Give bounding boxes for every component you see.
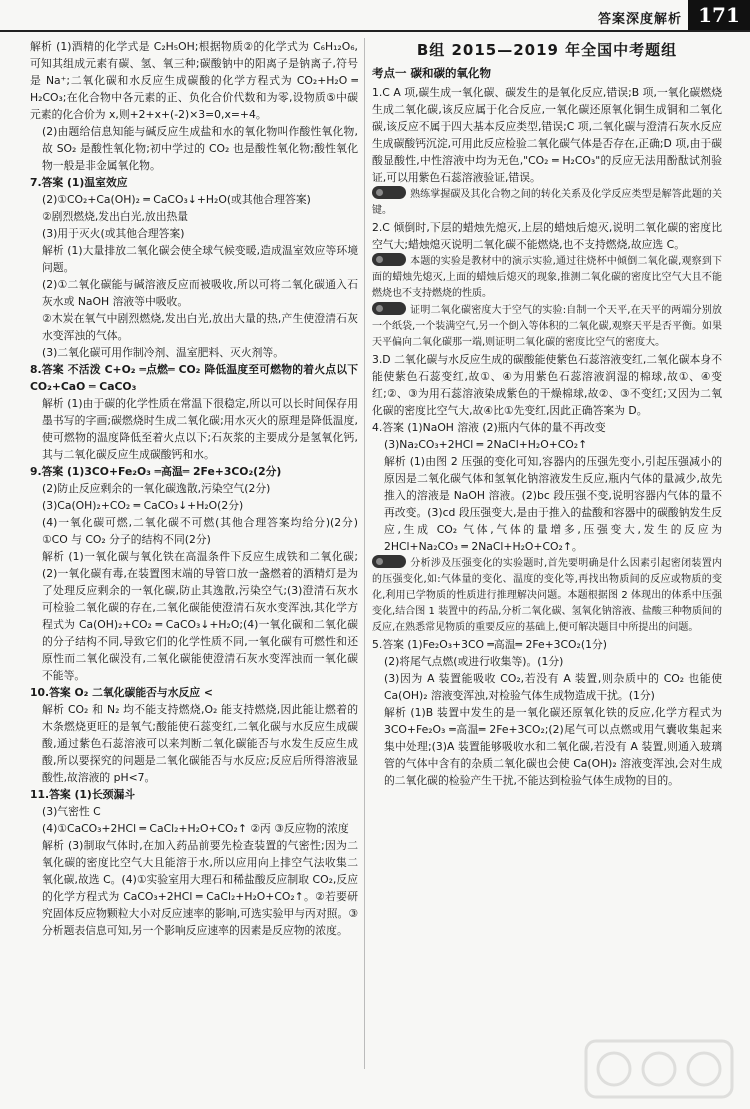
r-q4-note-text: 分析涉及压强变化的实验题时,首先要明确是什么因素引起密闭装置内的压强变化,如:气体量的变化、温度的变化等,再找出物质间的反应或物质的变化,利用已学物质的性质进行推理解决问题。本题根据图 2 体现出的体系中压强变化,结合图 1 装置中的药品,分析二氧化碳、氢氧化钠溶液、盐酸三种物质间的反应,在熟悉常见物质的重要反应的基础上,便可解决题目中所提出的问题。 <box>372 558 722 633</box>
q11-answer-3: (3)气密性 C <box>42 805 101 818</box>
r-q3: 3.D 二氧化碳与水反应生成的碳酸能使紫色石蕊溶液变红,二氧化碳本身不能使紫色石蕊变红,故①、④为用紫色石蕊溶液润湿的棉球,故①、④变红;②、③为用石蕊溶液染成紫色的干燥棉球,故②、③不变红;又因为二氧化碳的密度比空气大,故④比①先变红,因此正确答案为 D。 <box>372 353 722 417</box>
r-q2-note-text: 本题的实验是教材中的演示实验,通过往烧杯中倾倒二氧化碳,观察到下面的蜡烛先熄灭,上面的蜡烛后熄灭的现象,推测二氧化碳的密度比空气大且不能燃烧也不支持燃烧的性质。 <box>372 256 722 299</box>
r-q1-note-text: 熟练掌握碳及其化合物之间的转化关系及化学反应类型是解答此题的关键。 <box>372 189 722 216</box>
q10-analysis: 解析 CO₂ 和 N₂ 均不能支持燃烧,O₂ 能支持燃烧,因此能让燃着的木条燃烧更旺的是氧气;酸能使石蕊变红,二氧化碳与水反应生成碳酸,通过紫色石蕊溶液可以来判断二氧化碳能否与水发生反应生成酸,所以要探究的问题是二氧化碳能否与水反应;反应后所得溶液显酸性,故溶液的 pH<7。 <box>42 703 358 784</box>
point-title: 考点一 碳和碳的氧化物 <box>372 66 492 80</box>
q11-analysis: 解析 (3)制取气体时,在加入药品前要先检查装置的气密性;因为二氧化碳的密度比空气大且能溶于水,所以应用向上排空气法收集二氧化碳,故选 C。(4)①实验室用大理石和稀盐酸反应制取 CO₂,反应的化学方程式为 CaCO₃+2HCl ═ CaCl₂+H₂O+CO₂↑。②若要研究固体反应物颗粒大小对反应速率的影响,可选实验甲与丙对照。③分析题表信息可知,另一个影响反应速率的因素是反应物的浓度。 <box>42 839 358 937</box>
tip-badge-icon <box>372 555 406 568</box>
r-q2-extend-text: 证明二氧化碳密度大于空气的实验:自制一个天平,在天平的两端分别放一个纸袋,一个装满空气,另一个倒入等体积的二氧化碳,观察天平是否平衡。如果天平偏向二氧化碳那一端,则证明二氧化碳的密度比空气的密度大。 <box>372 305 722 348</box>
r-q5-answer-3: (3)因为 A 装置能吸收 CO₂,若没有 A 装置,则杂质中的 CO₂ 也能使 Ca(OH)₂ 溶液变浑浊,对检验气体生成物造成干扰。(1分) <box>384 672 722 702</box>
tip-badge-icon <box>372 186 406 199</box>
r-q4-note <box>372 555 722 636</box>
tip-badge-icon <box>372 253 406 266</box>
right-column <box>372 38 722 1069</box>
q7-analysis-2b: ②木炭在氧气中剧烈燃烧,发出白光,放出大量的热,产生使澄清石灰水变浑浊的气体。 <box>42 312 358 342</box>
q6-analysis-2: (2)由题给信息知能与碱反应生成盐和水的氧化物叫作酸性氧化物,故 SO₂ 是酸性氧化物;初中学过的 CO₂ 也是酸性氧化物;酸性氧化物一般是非金属氧化物。 <box>42 125 358 172</box>
r-q4-analysis: 解析 (1)由图 2 压强的变化可知,容器内的压强先变小,引起压强减小的原因是二氧化碳气体和氢氧化钠溶液发生反应,瓶内气体的量减少,故先推入的溶液是 NaOH 溶液。(2)bc 段压强不变,说明容器内气体的量不再改变。(3)cd 段压强变大,是由于推入的盐酸和容器中的碳酸钠发生反应,生成 CO₂ 气体,气体的量增多,压强变大,发生的反应为 2HCl+Na₂CO₃ ═ 2NaCl+H₂O+CO₂↑。 <box>384 455 722 553</box>
column-divider <box>364 38 365 1069</box>
q7-analysis-1: 解析 (1)大量排放二氧化碳会使全球气候变暖,造成温室效应等环境问题。 <box>42 244 358 274</box>
q9-analysis: 解析 (1)一氧化碳与氧化铁在高温条件下反应生成铁和二氧化碳;(2)一氧化碳有毒,在装置图末端的导管口放一盏燃着的酒精灯是为了处理反应剩余的一氧化碳,防止其逸散,污染空气;(3)澄清石灰水可检验二氧化碳的存在,二氧化碳能使澄清石灰水变浑浊,其化学方程式为 Ca(OH)₂+CO₂ ═ CaCO₃↓+H₂O;(4)一氧化碳和二氧化碳的分子结构不同,导致它们的化学性质不同,一氧化碳有可燃性和还原性而二氧化碳没有,二氧化碳能使澄清石灰水变浑浊而一氧化碳不能等。 <box>42 550 358 682</box>
section-title: B组 2015—2019 年全国中考题组 <box>416 41 678 59</box>
r-q2: 2.C 倾倒时,下层的蜡烛先熄灭,上层的蜡烛后熄灭,说明二氧化碳的密度比空气大;蜡烛熄灭说明二氧化碳不能燃烧,也不支持燃烧,故应选 C。 <box>372 221 722 251</box>
r-q2-extend <box>372 302 722 351</box>
q7-answer-3: (3)用于灭火(或其他合理答案) <box>42 227 185 240</box>
q11-answer-4: (4)①CaCO₃+2HCl ═ CaCl₂+H₂O+CO₂↑ ②丙 ③反应物的浓度 <box>42 822 349 835</box>
r-q4-answer-3: (3)Na₂CO₃+2HCl ═ 2NaCl+H₂O+CO₂↑ <box>384 438 588 451</box>
r-q1-note <box>372 186 722 219</box>
q10-answer: 10.答案 O₂ 二氧化碳能否与水反应 < <box>30 686 213 699</box>
r-q5-answer-2: (2)将尾气点燃(或进行收集等)。(1分) <box>384 655 564 668</box>
r-q5-analysis: 解析 (1)B 装置中发生的是一氧化碳还原氧化铁的反应,化学方程式为 3CO+Fe₂O₃ ═高温═ 2Fe+3CO₂;(2)尾气可以点燃或用气囊收集起来集中处理;(3)A 装置能够吸收水和二氧化碳,若没有 A 装置,则通入玻璃管的气体中含有的杂质二氧化碳也会使 Ca(OH)₂ 溶液变浑浊,会对生成的二氧化碳的检验产生干扰,不能达到检验气体生成物的目的。 <box>384 706 722 787</box>
q8-answer: 8.答案 不活泼 C+O₂ ═点燃═ CO₂ 降低温度至可燃物的着火点以下 CO₂+CaO ═ CaCO₃ <box>30 363 358 393</box>
r-q1: 1.C A 项,碳生成一氧化碳、碳发生的是氧化反应,错误;B 项,一氧化碳燃烧生成二氧化碳,该反应属于化合反应,一氧化碳还原氧化铜生成铜和二氧化碳,该反应不属于四大基本反应类型,错误;C 项,二氧化碳与澄清石灰水反应生成碳酸钙沉淀,可用此反应检验二氧化碳气体是否存在,正确;D 项,由于碳酸显酸性,中性溶液中均为无色,"CO₂ ═ H₂CO₃"的反应无法用酚酞试剂验证,可以用紫色石蕊溶液验证,错误。 <box>372 86 722 184</box>
r-q5-answer: 5.答案 (1)Fe₂O₃+3CO ═高温═ 2Fe+3CO₂(1分) <box>372 638 607 651</box>
r-q2-note <box>372 253 722 302</box>
page-number: 171 <box>688 0 750 30</box>
r-q4-answer: 4.答案 (1)NaOH 溶液 (2)瓶内气体的量不再改变 <box>372 421 606 434</box>
q9-answer-2: (2)防止反应剩余的一氧化碳逸散,污染空气(2分) <box>42 482 271 495</box>
header-title: 答案深度解析 <box>597 12 682 27</box>
q7-answer-2b: ②剧烈燃烧,发出白光,放出热量 <box>42 210 189 223</box>
q11-answer: 11.答案 (1)长颈漏斗 <box>30 788 136 801</box>
watermark-logo <box>584 1039 734 1099</box>
q9-answer-3: (3)Ca(OH)₂+CO₂ ═ CaCO₃↓+H₂O(2分) <box>42 499 244 512</box>
q7-answer-2: (2)①CO₂+Ca(OH)₂ ═ CaCO₃↓+H₂O(或其他合理答案) <box>42 193 311 206</box>
q7-answer: 7.答案 (1)温室效应 <box>30 176 128 189</box>
q7-analysis-3: (3)二氧化碳可用作制冷剂、温室肥料、灭火剂等。 <box>42 346 285 359</box>
q6-analysis-1: 解析 (1)酒精的化学式是 C₂H₅OH;根据物质②的化学式为 C₆H₁₂O₆,可知其组成元素有碳、氢、氧三种;碳酸钠中的阳离子是钠离子,符号是 Na⁺;二氧化碳和水反应生成碳酸的化学方程式为 CO₂+H₂O ═ H₂CO₃;在化合物中各元素的正、负化合价代数和为零,设物质⑤中碳元素的化合价为 x,则+2+x+(-2)×3=0,x=+4。 <box>30 40 358 121</box>
q8-analysis: 解析 (1)由于碳的化学性质在常温下很稳定,所以可以长时间保存用墨书写的字画;碳燃烧时生成二氧化碳;用水灭火的原理是降低温度,使可燃物的温度降低至着火点以下;石灰浆的主要成分是氢氧化钙,其与二氧化碳反应生成碳酸钙和水。 <box>42 397 358 461</box>
left-column <box>30 38 358 1069</box>
page-header <box>0 0 750 32</box>
extend-badge-icon <box>372 302 406 315</box>
q7-analysis-2: (2)①二氧化碳能与碱溶液反应而被吸收,所以可将二氧化碳通入石灰水或 NaOH 溶液等中吸收。 <box>42 278 358 308</box>
q9-answer: 9.答案 (1)3CO+Fe₂O₃ ═高温═ 2Fe+3CO₂(2分) <box>30 465 282 478</box>
q9-answer-4: (4)一氧化碳可燃,二氧化碳不可燃(其他合理答案均给分)(2分) ①CO 与 CO₂ 分子的结构不同(2分) <box>42 516 358 546</box>
